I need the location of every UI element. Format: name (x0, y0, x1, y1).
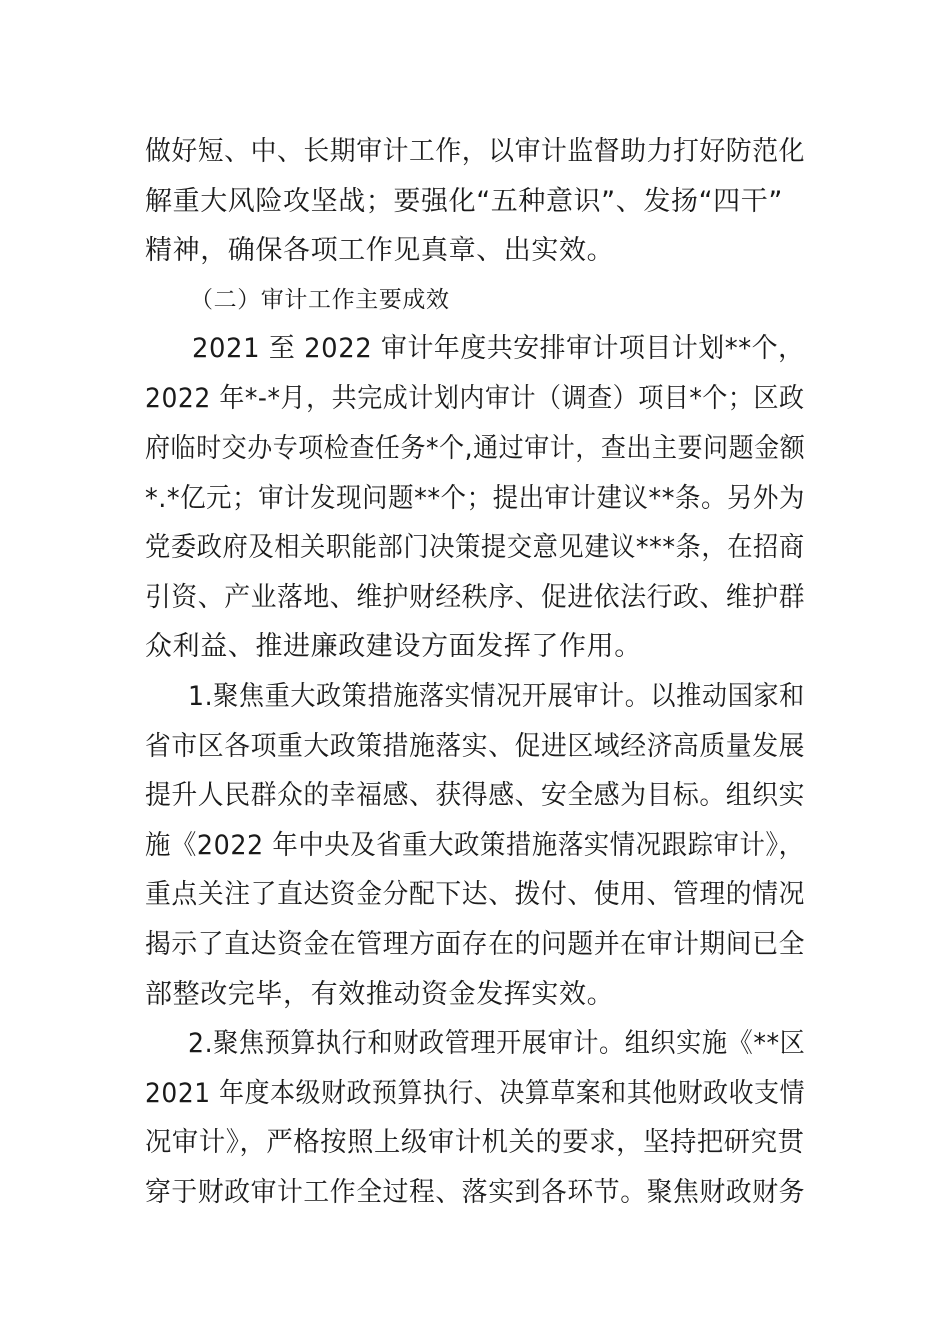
paragraph-line: 2022 年*-*月，共完成计划内审计（调查）项目*个；区政 (145, 383, 805, 414)
paragraph-line: 精神，确保各项工作见真章、出实效。 (145, 235, 615, 266)
paragraph-line: 引资、产业落地、维护财经秩序、促进依法行政、维护群 (145, 582, 805, 613)
paragraph-line: 穿于财政审计工作全过程、落实到各环节。聚焦财政财务 (145, 1177, 805, 1208)
section-heading: （二）审计工作主要成效 (190, 287, 450, 313)
paragraph-line: 众利益、推进廉政建设方面发挥了作用。 (145, 631, 642, 662)
paragraph-line: 解重大风险攻坚战；要强化“五种意识”、发扬“四干” (145, 186, 783, 217)
paragraph-line: 做好短、中、长期审计工作，以审计监督助力打好防范化 (145, 136, 805, 167)
paragraph-line: 部整改完毕，有效推动资金发挥实效。 (145, 979, 615, 1010)
paragraph-line: 提升人民群众的幸福感、获得感、安全感为目标。组织实 (145, 780, 805, 811)
paragraph-line: 1.聚焦重大政策措施落实情况开展审计。以推动国家和 (188, 681, 805, 712)
paragraph-line: 省市区各项重大政策措施落实、促进区域经济高质量发展 (145, 731, 805, 762)
paragraph-line: 重点关注了直达资金分配下达、拨付、使用、管理的情况 (145, 879, 805, 910)
paragraph-line: 揭示了直达资金在管理方面存在的问题并在审计期间已全 (145, 929, 805, 960)
paragraph-line: 施《2022 年中央及省重大政策措施落实情况跟踪审计》， (145, 830, 805, 861)
paragraph-line: 2021 至 2022 审计年度共安排审计项目计划**个， (192, 333, 805, 364)
paragraph-line: 府临时交办专项检查任务*个,通过审计，查出主要问题金额 (145, 433, 806, 464)
paragraph-line: *.*亿元；审计发现问题**个；提出审计建议**条。另外为 (145, 483, 805, 514)
paragraph-line: 党委政府及相关职能部门决策提交意见建议***条，在招商 (145, 532, 805, 563)
paragraph-line: 2.聚焦预算执行和财政管理开展审计。组织实施《**区 (188, 1028, 806, 1059)
paragraph-line: 况审计》，严格按照上级审计机关的要求，坚持把研究贯 (145, 1127, 805, 1158)
paragraph-line: 2021 年度本级财政预算执行、决算草案和其他财政收支情 (145, 1078, 806, 1109)
